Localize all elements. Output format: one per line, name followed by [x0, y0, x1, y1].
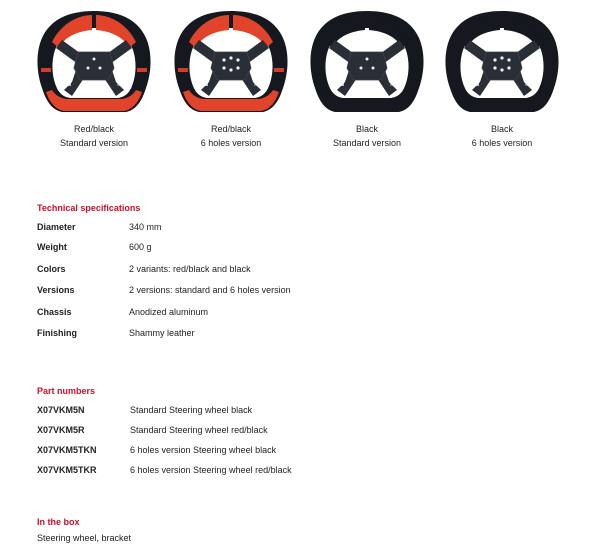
spec-value: 600 g	[129, 242, 152, 252]
wheel-card-black-6holes[interactable]	[438, 6, 566, 150]
in-the-box-contents: Steering wheel, bracket	[37, 533, 132, 543]
wheel-version-label: 6 holes version	[200, 138, 262, 148]
wheel-card-red-6holes[interactable]	[167, 6, 295, 150]
part-code: X07VKM5TKR	[37, 465, 97, 475]
part-code: X07VKM5R	[37, 425, 85, 435]
spec-key: Diameter	[37, 222, 76, 232]
spec-value: 2 variants: red/black and black	[129, 264, 251, 274]
spec-value: 340 mm	[129, 222, 162, 232]
wheel-card-black-standard[interactable]	[303, 6, 431, 150]
spec-key: Finishing	[37, 328, 77, 338]
wheel-color-label: Red/black	[73, 124, 115, 134]
spec-value: Shammy leather	[129, 328, 195, 338]
wheel-color-label: Red/black	[210, 124, 252, 134]
steering-wheel-image	[440, 6, 564, 116]
steering-wheel-image	[32, 6, 156, 116]
spec-key: Chassis	[37, 307, 72, 317]
wheel-version-label: 6 holes version	[471, 138, 533, 148]
tech-specs-title: Technical specifications	[37, 203, 141, 213]
part-numbers-title: Part numbers	[37, 386, 96, 396]
wheel-version-label: Standard version	[59, 138, 129, 148]
part-description: Standard Steering wheel red/black	[130, 425, 268, 435]
steering-wheel-image	[169, 6, 293, 116]
wheel-color-label: Black	[355, 124, 378, 134]
spec-key: Weight	[37, 242, 67, 252]
steering-wheel-image	[305, 6, 429, 116]
part-description: 6 holes version Steering wheel red/black	[130, 465, 292, 475]
wheel-version-label: Standard version	[332, 138, 402, 148]
spec-key: Versions	[37, 285, 75, 295]
spec-value: 2 versions: standard and 6 holes version	[129, 285, 291, 295]
in-the-box-title: In the box	[37, 517, 80, 527]
part-description: 6 holes version Steering wheel black	[130, 445, 277, 455]
part-description: Standard Steering wheel black	[130, 405, 253, 415]
wheel-card-red-standard[interactable]	[30, 6, 158, 150]
wheel-color-label: Black	[490, 124, 513, 134]
part-code: X07VKM5TKN	[37, 445, 97, 455]
wheel-gallery	[0, 0, 600, 160]
spec-key: Colors	[37, 264, 66, 274]
part-code: X07VKM5N	[37, 405, 85, 415]
spec-value: Anodized aluminum	[129, 307, 209, 317]
